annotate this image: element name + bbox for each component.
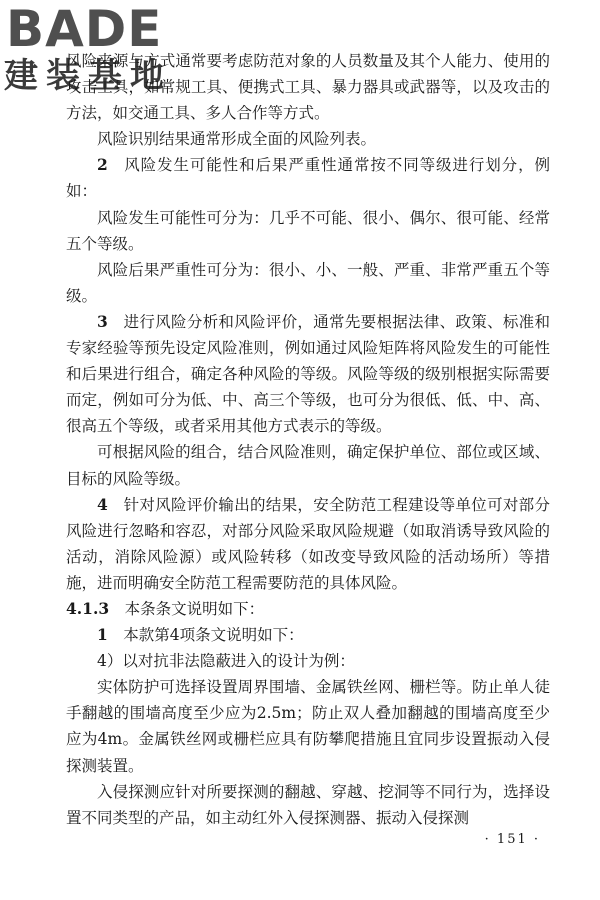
item-number: 4 [97, 494, 108, 514]
paragraph [66, 492, 550, 596]
paragraph [66, 622, 550, 648]
paragraph-text: 进行风险分析和风险评价，通常先要根据法律、政策、标准和专家经验等预先设定风险准则，例如通过风险矩阵将风险发生的可能性和后果进行组合，确定各种风险的等级。风险等级的级别根据实际需要而定，例如可分为低、中、高三个等级，也可分为很低、低、中、高、很高五个等级，或者采用其他方式表示的等级。 [66, 312, 550, 436]
paragraph-text: 风险来源与方式通常要考虑防范对象的人员数量及其个人能力、使用的攻击工具，如常规工具、便携式工具、暴力器具或武器等，以及攻击的方法，如交通工具、多人合作等方式。 [66, 52, 550, 123]
logo-subtitle: 建装基地 [4, 56, 172, 96]
paragraph [66, 205, 550, 257]
paragraph [66, 439, 550, 491]
paragraph-text: 入侵探测应针对所要探测的翻越、穿越、挖洞等不同行为，选择设置不同类型的产品，如主动红外入侵探测器、振动入侵探测 [66, 782, 550, 827]
paragraph [66, 596, 550, 622]
logo-wordmark: BADE [6, 0, 163, 58]
paragraph-text: 本款第4项条文说明如下： [123, 626, 304, 645]
paragraph [66, 779, 550, 831]
paragraph [66, 309, 550, 439]
paragraph [66, 126, 550, 152]
paragraph-text: 针对风险评价输出的结果，安全防范工程建设等单位可对部分风险进行忽略和容忍，对部分风险采取风险规避（如取消诱导致风险的活动，消除风险源）或风险转移（如改变导致风险的活动场所）等措施，进而明确安全防范工程需要防范的具体风险。 [66, 495, 550, 592]
paragraph [66, 257, 550, 309]
paragraph-text: 风险发生可能性和后果严重性通常按不同等级进行划分，例如： [66, 156, 550, 201]
paragraph-text: 可根据风险的组合，结合风险准则，确定保护单位、部位或区域、目标的风险等级。 [66, 443, 550, 488]
paragraph-text: 4）以对抗非法隐蔽进入的设计为例： [97, 652, 355, 671]
paragraph-text: 本条条文说明如下： [124, 599, 265, 618]
document-body [66, 48, 550, 831]
page-number: · 151 · [484, 832, 540, 847]
paragraph-text: 实体防护可选择设置周界围墙、金属铁丝网、栅栏等。防止单人徒手翻越的围墙高度至少应为2.5m；防止双人叠加翻越的围墙高度至少应为4m。金属铁丝网或栅栏应具有防攀爬措施且宜同步设置振动入侵探测装置。 [66, 678, 550, 775]
paragraph-text: 风险发生可能性可分为：几乎不可能、很小、偶尔、很可能、经常五个等级。 [66, 208, 550, 253]
paragraph-text: 风险识别结果通常形成全面的风险列表。 [97, 130, 377, 149]
item-number: 2 [97, 155, 108, 175]
paragraph-text: 风险后果严重性可分为：很小、小、一般、严重、非常严重五个等级。 [66, 260, 550, 305]
paragraph [66, 152, 550, 204]
item-number: 1 [97, 625, 108, 645]
item-number: 3 [97, 311, 108, 331]
paragraph [66, 48, 550, 126]
item-number: 4.1.3 [66, 598, 110, 618]
paragraph [66, 648, 550, 674]
paragraph [66, 674, 550, 778]
